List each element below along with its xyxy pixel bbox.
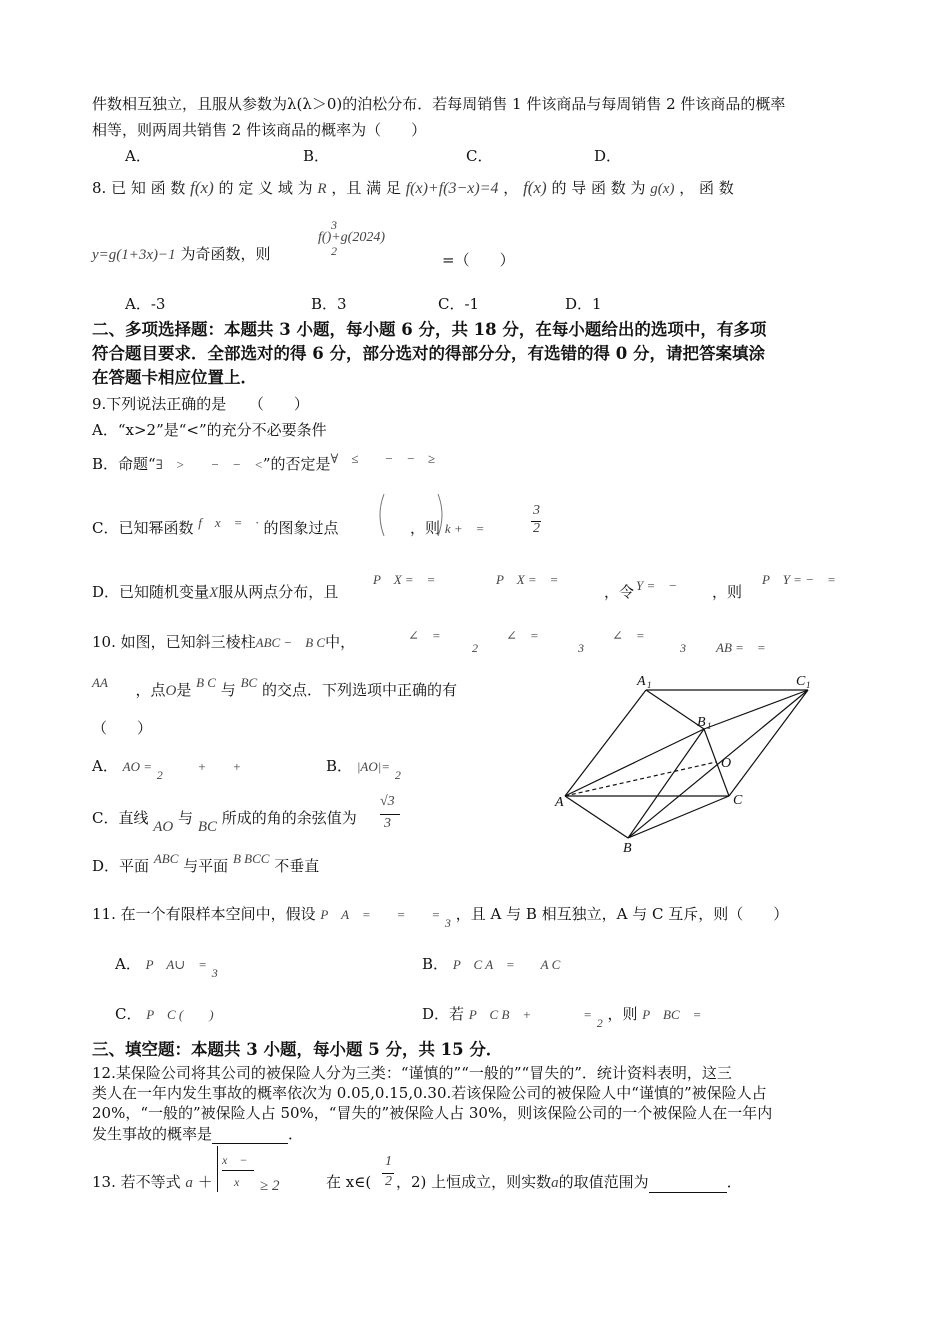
section2-line3: 在答题卡相应位置上． — [92, 368, 257, 387]
q10-option-c: C．直线 AO 与 BC 所成的角的余弦值为 — [92, 809, 357, 835]
q10-angle1: ∠ = — [408, 628, 441, 643]
edge-a1-b1 — [646, 690, 704, 729]
q8-equals: =（ ） — [442, 251, 515, 269]
label-c1: C — [796, 674, 806, 689]
q9-option-c: C．已知幂函数 f x = · 的图象过点 ，则 k + = — [92, 515, 485, 537]
q11-option-c: C． P C ( ) — [115, 1005, 214, 1023]
q8-option-b: B．3 — [311, 295, 347, 313]
fx-expr: f(x) — [190, 178, 214, 197]
q11-stem: 11. 在一个有限样本空间中，假设 P A = = = $_3$ ，且 A 与 B 相互独立，A 与 C 互斥，则（ ） — [92, 905, 789, 930]
condition-expr: f(x)+f(3−x)=4 — [405, 180, 499, 197]
label-b: B — [623, 841, 632, 852]
q8-fraction-top: f()+g(2024) — [318, 230, 385, 245]
q8-option-a: A．-3 — [125, 295, 166, 313]
q9-d-p1: P X = = — [373, 572, 436, 587]
q11-option-b: B． P C A = A C — [422, 955, 561, 973]
q10-c-num: √3 — [380, 794, 395, 809]
q13-range-a: 在 x∈( — [326, 1173, 372, 1191]
q10-c-den: 3 — [384, 816, 391, 831]
q9-point-paren — [376, 492, 446, 538]
fx-expr-2: f(x) — [523, 178, 547, 197]
edge-c-c1 — [729, 690, 808, 796]
edge-a-b — [565, 796, 628, 838]
q10-option-d: D．平面 ABC 与平面 B BCC 不垂直 — [92, 851, 320, 875]
q8-line1: 8. 已 知 函 数 f(x) 的 定 义 域 为 R ，且 满 足 f(x)+f(3−x)=4 ， f(x) 的 导 函 数 为 g(x) ， 函 数 — [92, 178, 734, 197]
q7-option-c: C． — [466, 147, 493, 165]
q8-frac-den: 2 — [331, 244, 337, 258]
q9-d-let: ，令 — [604, 583, 635, 601]
q9-d-then: ，则 — [712, 583, 743, 601]
section2-line1: 二、多项选择题：本题共 3 小题，每小题 6 分，共 18 分，在每小题给出的选项中，有多项 — [92, 320, 767, 339]
q10-angle1-den: 2 — [472, 641, 478, 655]
gx-expr: g(x) — [650, 181, 675, 197]
q10-angle2-den: 3 — [578, 641, 584, 655]
q10-paren: （ ） — [92, 719, 153, 737]
q9-option-b: B．命题“∃ > − − <”的否定是∀ ≤ − − ≥ — [92, 451, 436, 473]
q7-option-a: A． — [125, 147, 151, 165]
q13-num: 1 — [385, 1154, 392, 1169]
label-a: A — [555, 795, 564, 810]
q12-line2: 类人在一年内发生事故的概率依次为 0.05,0.15,0.30.若该保险公司的被保险人中“谨慎的”被保险人占 — [92, 1084, 767, 1102]
q7-option-b: B． — [303, 147, 330, 165]
q8-line2: y=g(1+3x)−1 为奇函数，则 — [92, 245, 271, 263]
q8-option-d: D．1 — [565, 295, 602, 313]
label-o: O — [721, 756, 732, 771]
q13-line: 13. 若不等式 a ＋ — [92, 1173, 213, 1191]
q10-option-a: A． AO = $_2$ + + — [92, 757, 242, 782]
q7-line1: 件数相互独立，且服从参数为λ(λ＞0)的泊松分布．若每周销售 1 件该商品与每周销售 2 件该商品的概率 — [92, 95, 786, 113]
diag-b-c1 — [628, 690, 808, 838]
section2-line2: 符合题目要求．全部选对的得 6 分，部分选对的得部分分，有选错的得 0 分，请把答案填涂 — [92, 344, 765, 363]
q10-line1: 10. 如图，已知斜三棱柱ABC − B C中， — [92, 633, 356, 651]
q8-option-c: C．-1 — [438, 295, 480, 313]
q10-angle2: ∠ = — [506, 628, 539, 643]
label-b1-sub: 1 — [707, 721, 712, 731]
section3-title: 三、填空题：本题共 3 小题，每小题 5 分，共 15 分． — [92, 1040, 503, 1059]
q13-geq: ≥ 2 — [260, 1178, 280, 1194]
q9-c-frac-den: 2 — [533, 521, 540, 536]
label-c1-sub: 1 — [806, 680, 811, 690]
q9-c-frac-num: 3 — [533, 503, 540, 518]
q8-frac-num: 3 — [331, 218, 337, 232]
q10-ab: AB = = — [716, 640, 766, 655]
q7-line2: 相等，则两周共销售 2 件该商品的概率为（ ） — [92, 121, 427, 139]
q13-range-b: ，2) 上恒成立，则实数a的取值范围为 ． — [396, 1173, 742, 1191]
q7-option-d: D． — [594, 147, 622, 165]
label-a1-sub: 1 — [647, 680, 652, 690]
q9-stem: 9.下列说法正确的是 （ ） — [92, 395, 309, 413]
line-a-b1 — [565, 729, 704, 796]
q12-line4: 发生事故的概率是 ． — [92, 1125, 304, 1143]
r-symbol: R — [317, 181, 327, 197]
q13-abs-bot: x — [234, 1175, 240, 1189]
label-a1: A — [637, 674, 646, 689]
q9-d-y: Y = − — [636, 578, 678, 593]
q12-answer-blank[interactable] — [212, 1129, 288, 1144]
q13-answer-blank[interactable] — [649, 1178, 727, 1193]
q9-option-a: A．“x>2”是“<”的充分不必要条件 — [92, 421, 327, 439]
label-b1: B — [697, 715, 706, 730]
q9-d-py: P Y = − = — [762, 572, 836, 587]
q10-angle3: ∠ = — [612, 628, 645, 643]
edge-b1-c1 — [704, 690, 808, 729]
q10-angle3-den: 3 — [680, 641, 686, 655]
q11-option-d: D．若 P C B + = $_2$ ，则 P BC = — [422, 1005, 702, 1030]
prism-figure — [545, 672, 825, 852]
q13-den: 2 — [385, 1174, 392, 1189]
q12-line3: 20%，“一般的”被保险人占 50%，“冒失的”被保险人占 30%，则该保险公司的一个被保险人在一年内 — [92, 1104, 773, 1122]
q9-option-d: D．已知随机变量X服从两点分布，且 — [92, 583, 339, 601]
q11-option-a: A． P A∪ = $_3$ — [115, 955, 218, 980]
label-c: C — [733, 793, 743, 808]
q12-line1: 12.某保险公司将其公司的被保险人分为三类：“谨慎的”“一般的”“冒失的”．统计资料表明，这三 — [92, 1064, 732, 1082]
q13-abs-top: x − — [222, 1153, 248, 1167]
q10-option-b: B． |AO|= $_2$ — [326, 757, 401, 782]
q9-d-p2: P X = = — [496, 572, 559, 587]
q10-line2: AA ，点O是 B C 与 BC 的交点．下列选项中正确的有 — [92, 675, 457, 699]
y-expr: y=g(1+3x)−1 — [92, 247, 176, 263]
